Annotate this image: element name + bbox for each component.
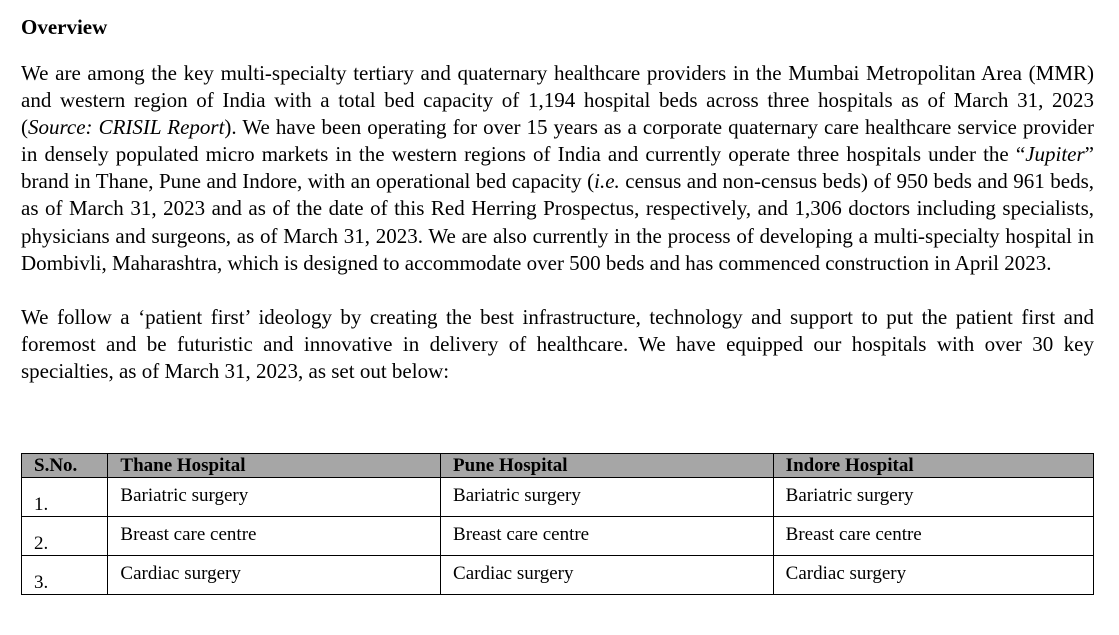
table-row: [22, 517, 1094, 556]
row-number: 1.: [22, 478, 108, 517]
paragraph-1-text-b: ). We have been operating for over 15 years as a corporate quaternary care healthcare service provider in densely populated micro markets in the western regions of India and currently operate three hospitals under the “: [21, 115, 1094, 167]
header-pune-hospital: Pune Hospital: [441, 454, 774, 478]
table-header-row: [22, 454, 1094, 478]
thane-specialty: Bariatric surgery: [108, 478, 441, 517]
paragraph-1-text-d: census and non-census beds) of 950 beds and 961 beds, as of March 31, 2023 and as of the date of this Red Herring Prospectus, respectively, and 1,306 doctors including specialists, physicians and surgeons, as of March 31, 2023. We are also currently in the process of developing a multi-specialty hospital in Dombivli, Maharashtra, which is designed to accommodate over 500 beds and has commenced construction in April 2023.: [21, 169, 1094, 275]
row-number: 2.: [22, 517, 108, 556]
table-row: [22, 556, 1094, 595]
pune-specialty: Breast care centre: [441, 517, 774, 556]
indore-specialty: Breast care centre: [773, 517, 1093, 556]
table-row: [22, 478, 1094, 517]
indore-specialty: Bariatric surgery: [773, 478, 1093, 517]
document-page: [21, 14, 1094, 593]
row-number: 3.: [22, 556, 108, 595]
brand-name: Jupiter: [1025, 142, 1085, 167]
header-sno: S.No.: [22, 454, 108, 478]
overview-paragraph-1: [21, 60, 1094, 277]
header-indore-hospital: Indore Hospital: [773, 454, 1093, 478]
indore-specialty: Cardiac surgery: [773, 556, 1093, 595]
pune-specialty: Cardiac surgery: [441, 556, 774, 595]
overview-paragraph-2: We follow a ‘patient first’ ideology by creating the best infrastructure, technology and support to put the patient first and foremost and be futuristic and innovative in delivery of healthcare. We have equipped our hospitals with over 30 key specialties, as of March 31, 2023, as set out below:: [21, 304, 1094, 383]
paragraph-1-text-c: ” brand in Thane, Pune and Indore, with an operational bed capacity (: [21, 142, 1094, 194]
pune-specialty: Bariatric surgery: [441, 478, 774, 517]
header-thane-hospital: Thane Hospital: [108, 454, 441, 478]
section-heading: Overview: [21, 15, 108, 39]
source-citation: Source: CRISIL Report: [28, 115, 225, 140]
ie-abbreviation: i.e.: [594, 169, 620, 194]
thane-specialty: Cardiac surgery: [108, 556, 441, 595]
specialties-table: [21, 453, 1094, 595]
thane-specialty: Breast care centre: [108, 517, 441, 556]
paragraph-1-text-a: We are among the key multi-specialty tertiary and quaternary healthcare providers in the Mumbai Metropolitan Area (MMR) and western region of India with a total bed capacity of 1,194 hospital beds across three hospitals as of March 31, 2023 (: [21, 61, 1094, 140]
